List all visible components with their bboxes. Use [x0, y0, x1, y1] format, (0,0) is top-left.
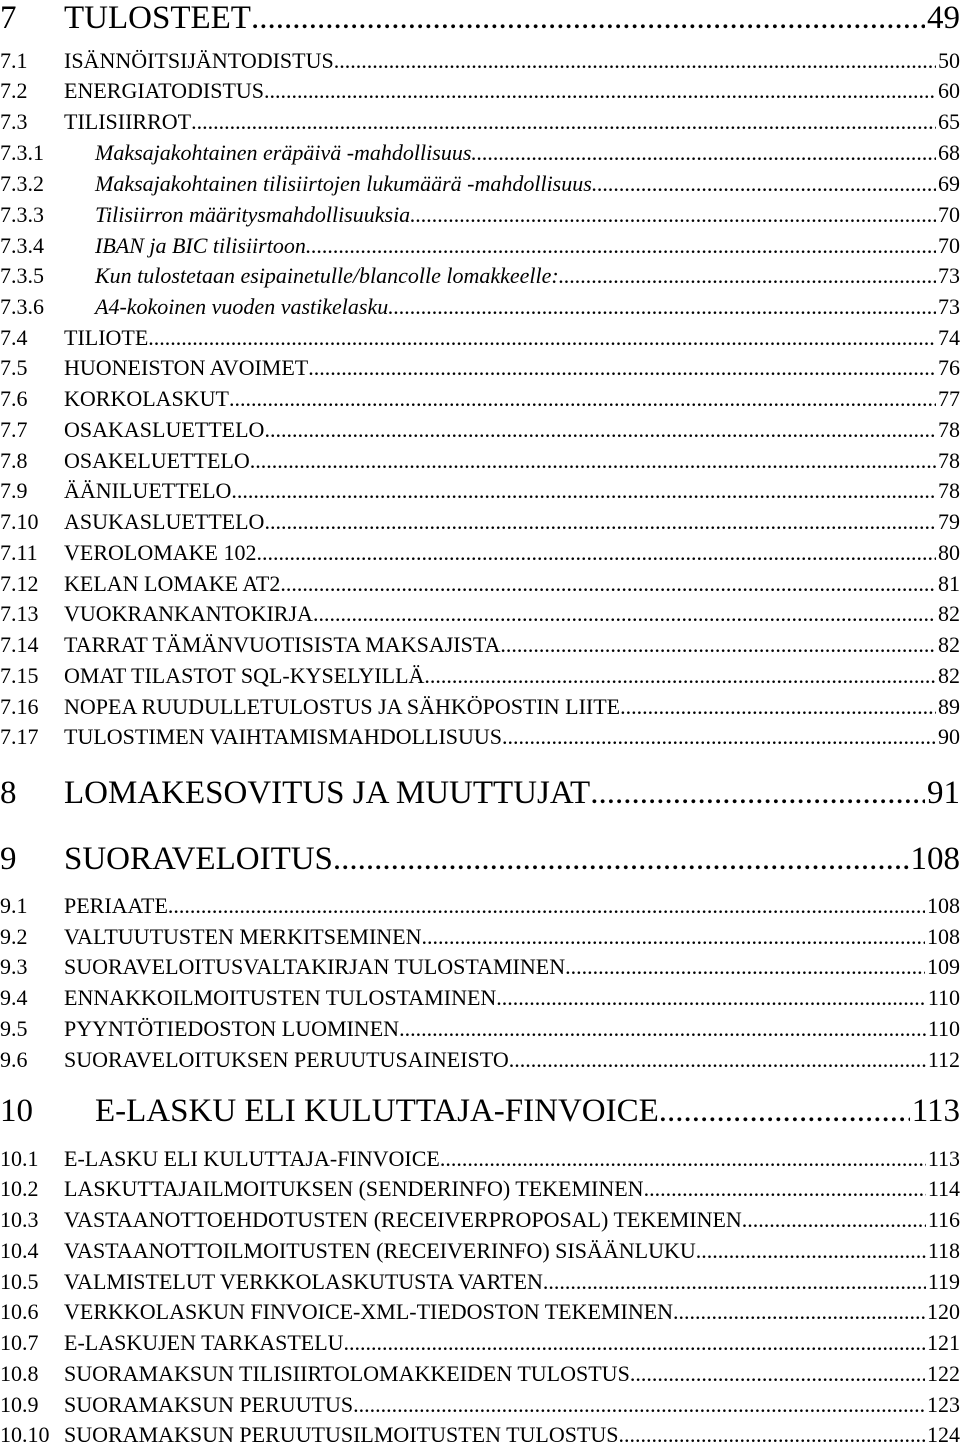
toc-dot-leader: [308, 353, 936, 383]
toc-entry-number: 7.2: [0, 76, 64, 106]
toc-dot-leader: [388, 292, 936, 322]
toc-dot-leader: [619, 1420, 925, 1450]
toc-entry-number: 7.3.2: [0, 169, 95, 199]
toc-entry[interactable]: [0, 384, 960, 414]
toc-entry-title: SUORAVELOITUSVALTAKIRJAN TULOSTAMINEN: [64, 952, 565, 982]
toc-dot-leader: [280, 569, 936, 599]
toc-entry-number: 9.6: [0, 1045, 64, 1075]
toc-entry-title: VALMISTELUT VERKKOLASKUTUSTA VARTEN: [64, 1267, 543, 1297]
toc-entry-title: PYYNTÖTIEDOSTON LUOMINEN: [64, 1014, 399, 1044]
toc-entry-page-number: 110: [926, 1014, 960, 1044]
toc-entry-title: OMAT TILASTOT SQL-KYSELYILLÄ: [64, 661, 424, 691]
toc-entry-page-number: 120: [925, 1297, 960, 1327]
toc-entry[interactable]: [0, 231, 960, 261]
toc-entry-number: 7.3.6: [0, 292, 95, 322]
toc-entry-page-number: 110: [926, 983, 960, 1013]
toc-dot-leader: [509, 1045, 926, 1075]
toc-dot-leader: [644, 1174, 926, 1204]
toc-entry-number: 7.10: [0, 507, 64, 537]
toc-dot-leader: [592, 169, 936, 199]
toc-entry-title: ENNAKKOILMOITUSTEN TULOSTAMINEN: [64, 983, 496, 1013]
toc-dot-leader: [264, 507, 936, 537]
toc-entry-title: OSAKELUETTELO: [64, 446, 250, 476]
toc-entry-number: 7.3.4: [0, 231, 95, 261]
toc-entry-page-number: 123: [925, 1390, 960, 1420]
toc-entry-number: 7.12: [0, 569, 64, 599]
toc-entry-page-number: 60: [936, 76, 960, 106]
toc-entry-page-number: 78: [936, 415, 960, 445]
toc-entry[interactable]: [0, 323, 960, 353]
toc-entry-page-number: 108: [909, 836, 960, 882]
toc-entry-number: 10.4: [0, 1236, 64, 1266]
toc-entry[interactable]: [0, 630, 960, 660]
toc-entry-page-number: 91: [925, 770, 960, 816]
toc-dot-leader: [471, 138, 936, 168]
toc-entry-page-number: 82: [936, 630, 960, 660]
toc-entry-page-number: 78: [936, 476, 960, 506]
toc-entry-number: 9.5: [0, 1014, 64, 1044]
toc-entry[interactable]: [0, 1144, 960, 1174]
toc-entry[interactable]: [0, 1267, 960, 1297]
toc-entry-page-number: 79: [936, 507, 960, 537]
toc-dot-leader: [630, 1359, 925, 1389]
toc-entry[interactable]: [0, 1390, 960, 1420]
toc-entry-page-number: 113: [910, 1088, 960, 1134]
toc-dot-leader: [344, 1328, 925, 1358]
toc-dot-leader: [424, 661, 936, 691]
toc-entry-page-number: 119: [926, 1267, 960, 1297]
toc-entry[interactable]: [0, 836, 960, 882]
toc-entry[interactable]: [0, 1420, 960, 1450]
toc-entry-page-number: 76: [936, 353, 960, 383]
toc-entry-page-number: 77: [936, 384, 960, 414]
toc-entry-number: 10.8: [0, 1359, 64, 1389]
toc-entry-number: 7.11: [0, 538, 64, 568]
toc-dot-leader: [696, 1236, 926, 1266]
toc-dot-leader: [399, 1014, 926, 1044]
toc-entry[interactable]: [0, 538, 960, 568]
toc-entry-number: 7.7: [0, 415, 64, 445]
toc-dot-leader: [500, 630, 936, 660]
toc-entry-number: 7.1: [0, 46, 64, 76]
toc-entry-number: 7.9: [0, 476, 64, 506]
toc-entry-page-number: 69: [936, 169, 960, 199]
toc-entry-number: 10.2: [0, 1174, 64, 1204]
toc-entry-title: E-LASKU ELI KULUTTAJA-FINVOICE: [64, 1144, 440, 1174]
toc-entry-number: 10.5: [0, 1267, 64, 1297]
toc-entry-title: SUORAMAKSUN TILISIIRTOLOMAKKEIDEN TULOSTUS: [64, 1359, 630, 1389]
toc-dot-leader: [148, 323, 936, 353]
toc-entry-title: TULOSTEET: [64, 0, 251, 41]
toc-entry[interactable]: [0, 353, 960, 383]
toc-entry-title: VUOKRANKANTOKIRJA: [64, 599, 313, 629]
toc-entry[interactable]: [0, 983, 960, 1013]
toc-entry-title: LASKUTTAJAILMOITUKSEN (SENDERINFO) TEKEMINEN: [64, 1174, 644, 1204]
toc-entry-title: TILISIIRROT: [64, 107, 191, 137]
toc-entry[interactable]: [0, 661, 960, 691]
toc-entry-number: 7.16: [0, 692, 64, 722]
toc-entry-page-number: 73: [936, 292, 960, 322]
toc-dot-leader: [168, 891, 925, 921]
toc-dot-leader: [502, 722, 936, 752]
toc-entry-number: 8: [0, 770, 64, 816]
toc-dot-leader: [659, 1088, 910, 1134]
toc-entry-number: 9: [0, 836, 64, 882]
toc-entry-title: NOPEA RUUDULLETULOSTUS JA SÄHKÖPOSTIN LIITE: [64, 692, 620, 722]
toc-entry-page-number: 80: [936, 538, 960, 568]
toc-entry-title: SUORAVELOITUKSEN PERUUTUSAINEISTO: [64, 1045, 509, 1075]
toc-dot-leader: [590, 770, 925, 816]
toc-entry[interactable]: [0, 1174, 960, 1204]
toc-entry-title: KORKOLASKUT: [64, 384, 229, 414]
toc-entry-title: TARRAT TÄMÄNVUOTISISTA MAKSAJISTA: [64, 630, 500, 660]
toc-entry-page-number: 81: [936, 569, 960, 599]
toc-dot-leader: [565, 952, 925, 982]
toc-dot-leader: [306, 231, 936, 261]
toc-entry[interactable]: [0, 107, 960, 137]
toc-entry-number: 10.3: [0, 1205, 64, 1235]
toc-dot-leader: [496, 983, 926, 1013]
toc-entry-page-number: 121: [925, 1328, 960, 1358]
toc-entry-page-number: 116: [926, 1205, 960, 1235]
toc-entry-page-number: 89: [936, 692, 960, 722]
toc-entry-number: 7.6: [0, 384, 64, 414]
toc-entry-page-number: 124: [925, 1420, 960, 1450]
toc-entry-page-number: 68: [936, 138, 960, 168]
toc-dot-leader: [231, 476, 936, 506]
toc-entry-page-number: 74: [936, 323, 960, 353]
toc-dot-leader: [742, 1205, 926, 1235]
toc-entry-number: 7.4: [0, 323, 64, 353]
toc-entry-page-number: 50: [936, 46, 960, 76]
toc-dot-leader: [251, 0, 925, 41]
toc-entry-number: 7.5: [0, 353, 64, 383]
toc-dot-leader: [264, 76, 936, 106]
toc-entry[interactable]: [0, 1328, 960, 1358]
toc-entry-page-number: 70: [936, 200, 960, 230]
toc-entry-number: 9.4: [0, 983, 64, 1013]
toc-dot-leader: [264, 415, 936, 445]
toc-entry-number: 7.14: [0, 630, 64, 660]
toc-entry-title: Tilisiirron määritysmahdollisuuksia: [95, 200, 410, 230]
toc-entry[interactable]: [0, 1205, 960, 1235]
toc-entry-page-number: 82: [936, 661, 960, 691]
toc-dot-leader: [334, 46, 936, 76]
toc-entry-title: E-LASKU ELI KULUTTAJA-FINVOICE: [95, 1088, 659, 1134]
toc-dot-leader: [559, 261, 936, 291]
toc-entry-number: 7.3.5: [0, 261, 95, 291]
toc-entry-title: VASTAANOTTOILMOITUSTEN (RECEIVERINFO) SISÄÄNLUKU: [64, 1236, 696, 1266]
toc-entry[interactable]: [0, 138, 960, 168]
toc-entry-number: 7.3: [0, 107, 64, 137]
toc-entry-page-number: 90: [936, 722, 960, 752]
toc-entry-page-number: 70: [936, 231, 960, 261]
toc-dot-leader: [410, 200, 936, 230]
toc-entry[interactable]: [0, 952, 960, 982]
toc-entry-title: HUONEISTON AVOIMET: [64, 353, 308, 383]
toc-entry[interactable]: [0, 770, 960, 816]
toc-entry-title: ISÄNNÖITSIJÄNTODISTUS: [64, 46, 334, 76]
toc-entry-title: ASUKASLUETTELO: [64, 507, 264, 537]
toc-dot-leader: [673, 1297, 925, 1327]
toc-entry-page-number: 114: [926, 1174, 960, 1204]
toc-entry-number: 7.8: [0, 446, 64, 476]
toc-entry-number: 7.17: [0, 722, 64, 752]
toc-entry-page-number: 113: [926, 1144, 960, 1174]
toc-entry[interactable]: [0, 1359, 960, 1389]
toc-entry[interactable]: [0, 1236, 960, 1266]
toc-dot-leader: [250, 446, 936, 476]
toc-entry[interactable]: [0, 922, 960, 952]
toc-entry-title: KELAN LOMAKE AT2: [64, 569, 280, 599]
toc-entry-title: TILIOTE: [64, 323, 148, 353]
toc-entry[interactable]: [0, 507, 960, 537]
toc-entry-title: LOMAKESOVITUS JA MUUTTUJAT: [64, 770, 590, 816]
toc-entry[interactable]: [0, 292, 960, 322]
toc-entry-title: Maksajakohtainen tilisiirtojen lukumäärä -mahdollisuus: [95, 169, 592, 199]
toc-entry[interactable]: [0, 1014, 960, 1044]
toc-dot-leader: [229, 384, 936, 414]
toc-entry[interactable]: [0, 446, 960, 476]
toc-entry-number: 7.3.1: [0, 138, 95, 168]
toc-entry-page-number: 118: [926, 1236, 960, 1266]
toc-entry-number: 10.9: [0, 1390, 64, 1420]
toc-entry-title: VERKKOLASKUN FINVOICE-XML-TIEDOSTON TEKEMINEN: [64, 1297, 673, 1327]
toc-entry[interactable]: [0, 200, 960, 230]
toc-entry[interactable]: [0, 692, 960, 722]
toc-entry-title: VALTUUTUSTEN MERKITSEMINEN: [64, 922, 422, 952]
toc-dot-leader: [257, 538, 937, 568]
toc-entry-page-number: 122: [925, 1359, 960, 1389]
toc-entry-title: TULOSTIMEN VAIHTAMISMAHDOLLISUUS: [64, 722, 502, 752]
toc-dot-leader: [422, 922, 926, 952]
toc-dot-leader: [440, 1144, 926, 1174]
toc-dot-leader: [313, 599, 936, 629]
toc-entry-title: Kun tulostetaan esipainetulle/blancolle lomakkeelle:: [95, 261, 559, 291]
toc-entry[interactable]: [0, 0, 960, 41]
toc-entry-title: ENERGIATODISTUS: [64, 76, 264, 106]
toc-entry-title: E-LASKUJEN TARKASTELU: [64, 1328, 344, 1358]
toc-entry-title: Maksajakohtainen eräpäivä -mahdollisuus: [95, 138, 471, 168]
toc-entry[interactable]: [0, 1045, 960, 1075]
toc-entry[interactable]: [0, 569, 960, 599]
toc-entry[interactable]: [0, 1088, 960, 1134]
toc-entry-number: 7.13: [0, 599, 64, 629]
toc-entry[interactable]: [0, 476, 960, 506]
toc-entry[interactable]: [0, 261, 960, 291]
toc-entry[interactable]: [0, 76, 960, 106]
toc-entry[interactable]: [0, 46, 960, 76]
toc-entry-title: PERIAATE: [64, 891, 168, 921]
toc-entry-number: 9.3: [0, 952, 64, 982]
toc-entry-title: SUORAMAKSUN PERUUTUS: [64, 1390, 353, 1420]
toc-entry-number: 10.10: [0, 1420, 64, 1450]
toc-entry-title: OSAKASLUETTELO: [64, 415, 264, 445]
toc-entry-number: 9.2: [0, 922, 64, 952]
toc-entry-page-number: 82: [936, 599, 960, 629]
toc-entry-number: 7: [0, 0, 64, 41]
toc-dot-leader: [191, 107, 936, 137]
toc-entry-title: SUORAVELOITUS: [64, 836, 333, 882]
toc-entry-page-number: 108: [925, 891, 960, 921]
toc-dot-leader: [620, 692, 936, 722]
toc-entry-page-number: 49: [925, 0, 960, 41]
toc-entry-page-number: 108: [925, 922, 960, 952]
toc-dot-leader: [333, 836, 909, 882]
toc-entry-number: 7.3.3: [0, 200, 95, 230]
toc-entry-title: VASTAANOTTOEHDOTUSTEN (RECEIVERPROPOSAL) TEKEMINEN: [64, 1205, 742, 1235]
toc-entry[interactable]: [0, 599, 960, 629]
toc-entry[interactable]: [0, 891, 960, 921]
toc-entry[interactable]: [0, 722, 960, 752]
toc-dot-leader: [353, 1390, 925, 1420]
toc-entry-title: IBAN ja BIC tilisiirtoon: [95, 231, 306, 261]
toc-entry-page-number: 109: [925, 952, 960, 982]
toc-entry-page-number: 112: [926, 1045, 960, 1075]
toc-entry-number: 10.7: [0, 1328, 64, 1358]
toc-entry-title: A4-kokoinen vuoden vastikelasku: [95, 292, 388, 322]
toc-entry-page-number: 78: [936, 446, 960, 476]
toc-entry-page-number: 73: [936, 261, 960, 291]
toc-entry-number: 7.15: [0, 661, 64, 691]
toc-entry-title: SUORAMAKSUN PERUUTUSILMOITUSTEN TULOSTUS: [64, 1420, 619, 1450]
toc-entry-number: 10: [0, 1088, 95, 1134]
toc-entry-title: VEROLOMAKE 102: [64, 538, 257, 568]
toc-entry-number: 9.1: [0, 891, 64, 921]
toc-dot-leader: [543, 1267, 926, 1297]
toc-entry-number: 10.1: [0, 1144, 64, 1174]
toc-entry[interactable]: [0, 415, 960, 445]
toc-entry-page-number: 65: [936, 107, 960, 137]
toc-entry-title: ÄÄNILUETTELO: [64, 476, 231, 506]
toc-entry-number: 10.6: [0, 1297, 64, 1327]
toc-entry[interactable]: [0, 1297, 960, 1327]
toc-entry[interactable]: [0, 169, 960, 199]
